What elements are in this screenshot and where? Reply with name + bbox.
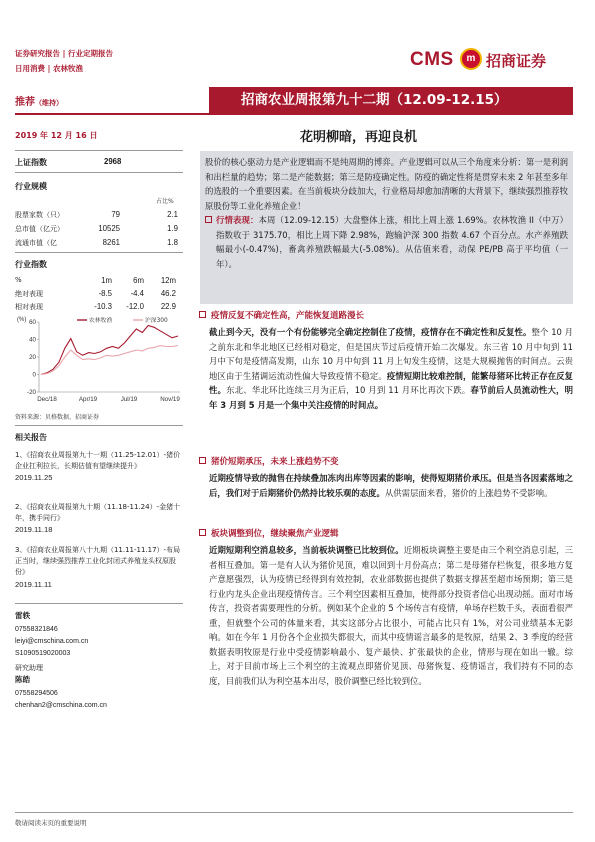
industry-size-label: 行业规模	[15, 182, 47, 191]
index-row-name: 绝对表现	[15, 290, 43, 298]
x-tick-label: Dec/18	[37, 396, 57, 403]
section-paragraph: 截止到今天，没有一个有份能够完全确定控制住了疫情，疫情存在不确定性和反复性。整个 10 月之前东北和华北地区已经相对稳定，但是国庆节过后疫情开始二次爆发。东三省 10 月中旬到 11 月中下旬是疫情高发期，山东 10 月中旬到 11 月上旬发生疫情，这是大规模抛售的时间点。云贵地区由于生猪调运流动性偏大导致疫情不稳定。疫情短期比较难控制，能繁母猪环比转正存在反复性。东北、华北环比连续三月为正后，10 月到 11 月环比再次下跌。春节前后人员流动性大，明年 3 月到 5 月是一个集中关注疫情的时间点。	[209, 327, 574, 410]
rating-sub: （维持）	[35, 99, 63, 107]
related-reports-label: 相关报告	[15, 433, 47, 442]
left-divider	[15, 150, 183, 151]
y-tick-label: -20	[27, 389, 36, 396]
pct-header: 占比%	[156, 198, 174, 205]
report-date: 2019 年 12 月 16 日	[15, 131, 98, 140]
size-row-pct: 1.9	[167, 224, 178, 233]
related-report-date: 2019.11.18	[15, 525, 53, 535]
footer-divider	[15, 812, 573, 813]
index-value: 2968	[104, 157, 122, 166]
report-subtitle: 花明柳暗，再迎良机	[300, 130, 418, 145]
size-row-pct: 1.8	[167, 238, 178, 247]
analyst-name: 雷轶	[15, 611, 31, 620]
square-bullet-icon	[199, 311, 206, 318]
x-tick-label: Nov/19	[160, 396, 180, 403]
assistant-name: 陈皓	[15, 675, 31, 684]
section-heading: 板块调整到位，继续聚焦产业逻辑	[200, 527, 339, 539]
square-bullet-icon	[199, 457, 206, 464]
summary-box	[200, 151, 573, 304]
index-row-12m: 22.9	[160, 302, 176, 311]
rating-label: 推荐	[15, 97, 35, 108]
report-type-line: 证券研究报告 | 行业定期报告	[15, 49, 113, 58]
index-row-6m: -12.0	[126, 302, 144, 311]
y-axis-label: (%)	[17, 317, 27, 323]
legend-label: 沪深300	[145, 318, 168, 324]
series-line-agriculture	[41, 326, 178, 375]
index-col-header: 6m	[133, 276, 144, 285]
index-col-header: 12m	[160, 276, 176, 285]
analyst-email[interactable]: leiyi@cmschina.com.cn	[15, 638, 89, 645]
section-heading: 猪价短期承压，未来上涨趋势不变	[200, 455, 339, 467]
index-row-6m: -4.4	[130, 289, 144, 298]
related-report-title: 1、《招商农业周报第九十一期（11.25-12.01）-猪价企业扛利拉长，长期估值有望继续提升》	[15, 451, 181, 471]
size-row-value: 10525	[98, 224, 120, 233]
related-report-item[interactable]	[15, 502, 183, 536]
index-row-1m: -8.5	[98, 289, 112, 298]
size-row-name: 流通市值（亿	[15, 239, 57, 247]
left-divider	[15, 603, 183, 604]
header-divider	[15, 113, 573, 115]
market-head: 行情表现：	[216, 215, 259, 225]
cms-logo	[388, 45, 573, 75]
assistant-title: 研究助理	[15, 664, 43, 672]
logo-text: CMS	[410, 49, 454, 70]
size-row-pct: 2.1	[167, 210, 178, 219]
related-report-date: 2019.11.11	[15, 579, 52, 589]
size-row-name: 股票家数（只）	[15, 211, 64, 219]
y-tick-label: 20	[29, 354, 36, 361]
index-label: 上证指数	[15, 158, 47, 167]
footer-note: 敬请阅读末页的重要说明	[15, 819, 87, 827]
logo-emblem-icon: m	[460, 48, 482, 70]
related-report-item[interactable]	[15, 450, 183, 484]
related-report-title: 3、《招商农业周报第八十九期（11.11-11.17）-布局正当时，继续强烈推荐工业化封闭式养殖龙头权原股份》	[15, 546, 181, 577]
index-col-header: 1m	[101, 276, 112, 285]
sector-line: 日用消费 | 农林牧渔	[15, 64, 83, 73]
rating	[15, 93, 63, 108]
left-divider	[15, 425, 183, 426]
size-row-value: 79	[111, 210, 120, 219]
logo-chinese-name: 招商证券	[486, 52, 547, 70]
section-heading: 疫情反复不确定性高，产能恢复道路漫长	[200, 309, 364, 321]
left-divider	[15, 172, 183, 173]
legend-label: 农林牧渔	[89, 318, 113, 324]
index-col-unit: %	[15, 276, 22, 284]
index-row-12m: 46.2	[160, 289, 176, 298]
assistant-phone: 07558294506	[15, 690, 58, 697]
square-bullet-icon	[205, 216, 212, 223]
x-tick-label: Apr/19	[78, 396, 98, 403]
x-tick-label: Jul/19	[120, 396, 138, 403]
related-report-item[interactable]	[15, 545, 183, 590]
related-report-date: 2019.11.25	[15, 473, 53, 483]
y-tick-label: 40	[29, 336, 36, 344]
left-divider	[15, 252, 183, 253]
industry-index-label: 行业指数	[15, 260, 47, 269]
square-bullet-icon	[199, 529, 206, 536]
section-paragraph: 近期短期利空消息较多，当前板块调整已比较到位。近期板块调整主要是由三个利空消息引起，三者相互叠加。第一是有人认为猪价见顶，难以回到十月份高点；第二是母猪存栏恢复，很多地方复产意愿强烈，认为疫情已经得到有效控制，农业部数据也提供了数据支撑甚至超市场预期；第三是行业内龙头企业出现疫情传言。三个利空因素相互叠加，使得部分投资者信心出现动摇。面对市场传言，投资者需要理性的分析。例如某个企业的 5 个场传言有疫情，单场存栏数千头，表面看很严重，但就整个公司的体量来看，其实这部分占比很小，可能占比只有 1%，对公司业绩基本无影响。如在今年 1 月份各个企业损失都很大，而其中疫情谣言最多的是牧原，结果 2、3 季度的经营数据表明牧原是行业中受疫情影响最小、复产最快、扩张最快的企业，情形与现在如出一辙。综上，对于目前市场上三个利空的主流观点即猪价见顶、母猪恢复、疫情谣言，我们持有不同的态度，目前我们认为利空基本出尽，股价调整已经比较到位。	[209, 545, 574, 686]
chart-source: 资料来源：贝格数据、招商证券	[15, 414, 100, 421]
size-row-value: 8261	[102, 238, 120, 247]
section-paragraph: 近期疫情导致的抛售在持续叠加冻肉出库等因素的影响，使得短期猪价承压。但是当各因素落地之后，我们对于后期猪价仍然持比较乐观的态度。从供需层面来看，猪价的上涨趋势不受影响。	[209, 473, 573, 498]
summary-intro: 股价的核心驱动力是产业逻辑而不是纯周期的博弈。产业逻辑可以从三个角度来分析：第一是利润和出栏量的趋势；第二是产能数据；第三是防疫确定性。防疫的确定性将是贯穿未来 2 年甚至多年的选股的一个重要因素。在当前板块分歧加大，行业格局却愈加清晰的大背景下，继续强烈推荐牧原股份等工业化养殖企业！	[205, 157, 568, 211]
analyst-license: S1090519020003	[15, 650, 71, 657]
performance-line-chart	[15, 316, 185, 406]
market-text: 本周（12.09-12.15）大盘整体上涨，相比上周上涨 1.69%。农林牧渔 II（中万）指数收于 3175.70，相比上周下降 2.98%，跑输沪深 300 指数 4.67 个百分点。水产养殖跌幅最小(-0.47%)，畜禽养殖跌幅最大(-5.08%)。从估值来看，动保 PE/PB 高于平均值（一年）。	[216, 215, 569, 269]
analyst-phone: 07558321846	[15, 626, 58, 633]
market-performance	[205, 213, 568, 271]
y-tick-label: 60	[29, 319, 36, 326]
index-row-name: 相对表现	[15, 303, 43, 311]
series-line-csi300	[41, 346, 178, 375]
size-row-name: 总市值（亿元）	[15, 225, 64, 233]
assistant-email[interactable]: chenhan2@cmschina.com.cn	[15, 702, 107, 709]
report-title: 招商农业周报第九十二期（12.09-12.15）	[209, 87, 573, 113]
index-row-1m: -10.3	[94, 302, 112, 311]
y-tick-label: 0	[32, 371, 36, 379]
related-report-title: 2、《招商农业周报第九十期（11.18-11.24）-金猪十年，携手同行》	[15, 503, 181, 523]
